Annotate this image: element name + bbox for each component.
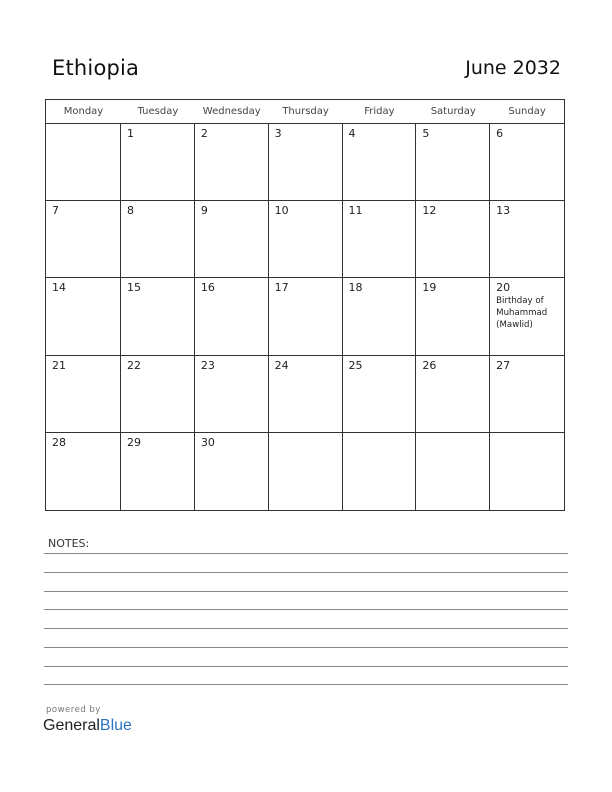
day-number: 25 bbox=[348, 358, 363, 372]
weekday-header-tuesday: Tuesday bbox=[121, 100, 195, 124]
day-cell bbox=[490, 124, 564, 201]
day-cell bbox=[343, 278, 417, 355]
note-line bbox=[44, 553, 568, 554]
country-title: Ethiopia bbox=[52, 56, 140, 80]
day-cell bbox=[490, 433, 564, 510]
notes-label: NOTES: bbox=[48, 537, 90, 550]
day-cell bbox=[343, 356, 417, 433]
day-number: 3 bbox=[274, 127, 282, 140]
day-number: 8 bbox=[127, 204, 134, 218]
calendar-grid bbox=[45, 99, 565, 511]
day-number: 18 bbox=[348, 281, 363, 295]
weekday-header-sunday: Sunday bbox=[490, 100, 564, 124]
day-cell bbox=[46, 356, 121, 433]
note-line bbox=[44, 684, 568, 685]
day-cell bbox=[195, 433, 269, 510]
day-number: 26 bbox=[422, 358, 437, 372]
day-number: 20 bbox=[496, 281, 511, 295]
day-cell bbox=[121, 278, 195, 355]
day-cell bbox=[269, 124, 343, 201]
day-cell bbox=[195, 356, 269, 433]
day-cell bbox=[343, 201, 417, 278]
day-cell bbox=[121, 201, 195, 278]
day-cell bbox=[269, 201, 343, 278]
day-cell bbox=[121, 356, 195, 433]
day-cell bbox=[121, 433, 195, 510]
day-number: 23 bbox=[200, 358, 215, 372]
day-cell bbox=[269, 356, 343, 433]
day-cell bbox=[269, 433, 343, 510]
day-cell bbox=[490, 201, 564, 278]
day-cell bbox=[416, 433, 490, 510]
day-number: 22 bbox=[127, 358, 141, 372]
day-number: 29 bbox=[127, 435, 141, 449]
day-cell bbox=[416, 124, 490, 201]
note-line bbox=[44, 628, 568, 629]
day-cell bbox=[343, 433, 417, 510]
day-number: 13 bbox=[496, 204, 511, 218]
weekday-header-friday: Friday bbox=[343, 100, 417, 124]
day-number: 12 bbox=[422, 204, 437, 218]
day-cell bbox=[343, 124, 417, 201]
day-cell bbox=[195, 124, 269, 201]
weekday-header-thursday: Thursday bbox=[269, 100, 343, 124]
day-number: 10 bbox=[274, 204, 289, 218]
day-number: 14 bbox=[52, 281, 66, 295]
day-number: 11 bbox=[348, 204, 363, 218]
note-line bbox=[44, 647, 568, 648]
day-number: 24 bbox=[274, 358, 289, 372]
holiday-event: Birthday of Muhammad (Mawlid) bbox=[496, 296, 548, 331]
day-number: 1 bbox=[127, 127, 134, 140]
day-number: 19 bbox=[422, 281, 437, 295]
note-line bbox=[44, 666, 568, 667]
brand-blue: Blue bbox=[99, 717, 132, 734]
day-cell bbox=[416, 278, 490, 355]
day-cell bbox=[46, 201, 121, 278]
day-cell bbox=[269, 278, 343, 355]
day-number: 2 bbox=[200, 127, 208, 140]
note-line bbox=[44, 572, 568, 573]
note-line bbox=[44, 609, 568, 610]
day-cell bbox=[195, 201, 269, 278]
day-number: 4 bbox=[348, 127, 356, 140]
day-number: 9 bbox=[200, 204, 208, 218]
generalblue-logo bbox=[43, 717, 132, 735]
day-cell bbox=[195, 278, 269, 355]
day-number: 15 bbox=[127, 281, 141, 295]
weekday-header-monday: Monday bbox=[46, 100, 121, 124]
day-cell bbox=[416, 356, 490, 433]
note-line bbox=[44, 591, 568, 592]
day-number: 21 bbox=[52, 358, 66, 372]
day-cell bbox=[121, 124, 195, 201]
weekday-header-wednesday: Wednesday bbox=[195, 100, 269, 124]
weekday-header-saturday: Saturday bbox=[416, 100, 490, 124]
day-number: 7 bbox=[52, 204, 59, 218]
day-cell bbox=[46, 124, 121, 201]
day-number: 30 bbox=[200, 435, 215, 449]
day-cell bbox=[490, 278, 564, 355]
day-number: 6 bbox=[496, 127, 504, 140]
day-cell bbox=[46, 278, 121, 355]
month-year-title: June 2032 bbox=[465, 57, 561, 79]
day-cell bbox=[416, 201, 490, 278]
day-number: 17 bbox=[274, 281, 289, 295]
day-number: 5 bbox=[422, 127, 430, 140]
day-cell bbox=[46, 433, 121, 510]
day-number: 16 bbox=[200, 281, 215, 295]
day-cell bbox=[490, 356, 564, 433]
brand-general: General bbox=[43, 717, 100, 734]
day-number: 28 bbox=[52, 435, 66, 449]
day-number: 27 bbox=[496, 358, 511, 372]
powered-by-text: powered by bbox=[46, 705, 101, 715]
